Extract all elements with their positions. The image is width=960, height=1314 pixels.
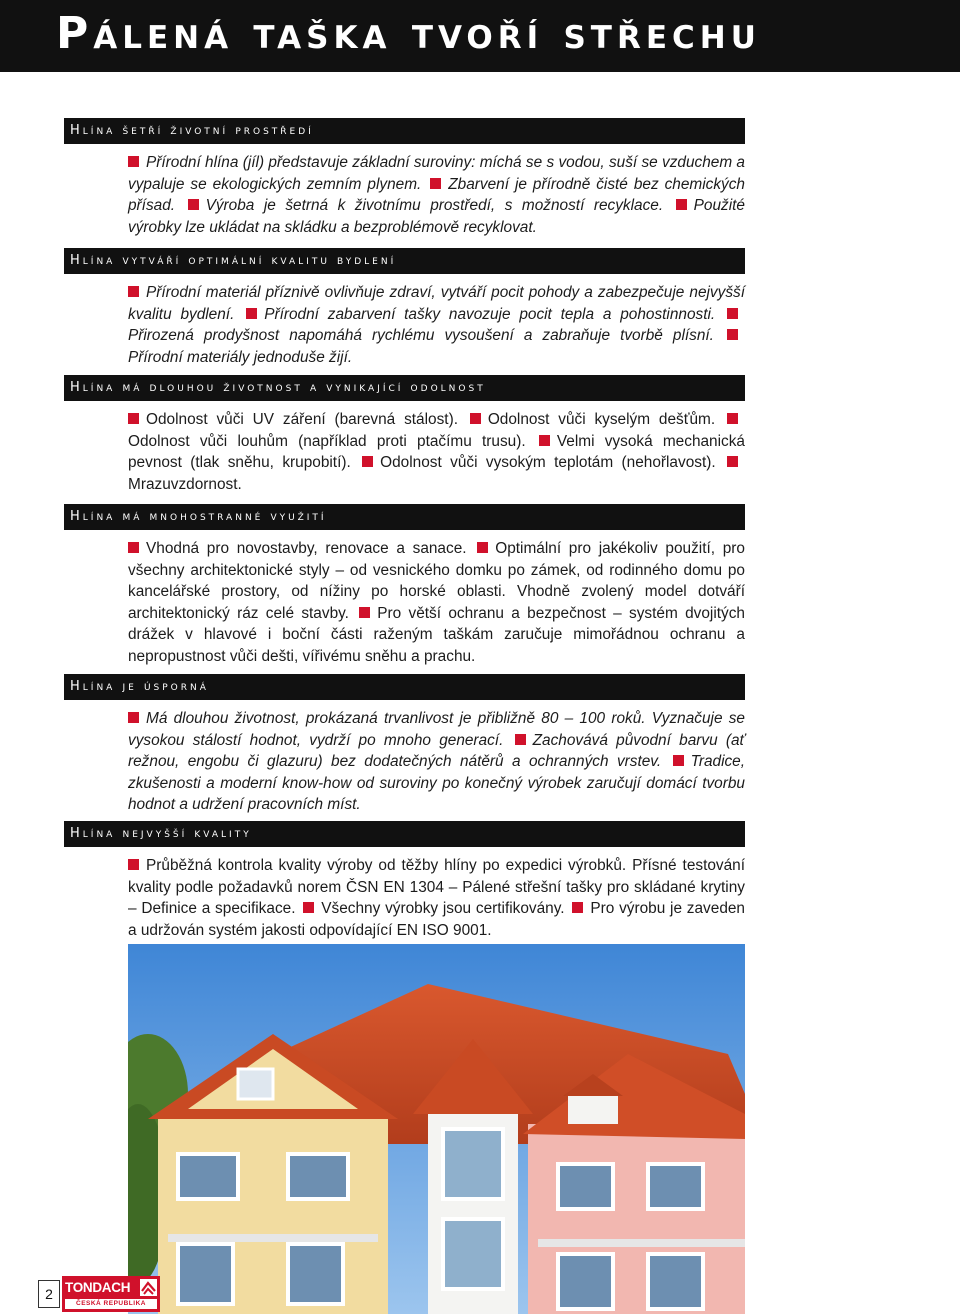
bullet-text: Použité výrobky lze ukládat na skládku a bezproblémově recyklovat. bbox=[128, 197, 745, 236]
section-body bbox=[128, 152, 745, 238]
page-number: 2 bbox=[38, 1280, 60, 1308]
bullet-square-icon bbox=[128, 712, 139, 723]
bullet-square-icon bbox=[572, 902, 583, 913]
bullet-text: Pro výrobu je zaveden a udržován systém jakosti odpovídající EN ISO 9001. bbox=[128, 900, 745, 939]
section-body bbox=[128, 708, 745, 816]
bullet-square-icon bbox=[727, 308, 738, 319]
bullet-square-icon bbox=[246, 308, 257, 319]
logo-name: TONDACH bbox=[65, 1280, 131, 1295]
bullet-text: Velmi vysoká mechanická pevnost (tlak sněhu, krupobití). bbox=[128, 432, 745, 472]
bullet-text: Pro větší ochranu a bezpečnost – systém dvojitých drážek v hlavové i boční části raženým taškám zaručuje mimořádnou ochranu a nepropustnost vůči dešti, vířivému sněhu a prachu. bbox=[128, 604, 745, 665]
bullet-square-icon bbox=[303, 902, 314, 913]
bullet-text: Má dlouhou životnost, prokázaná trvanlivost je přibližně 80 – 100 roků. Vyznačuje se vysokou stálostí hodnot, vydrží po mnoho generací. bbox=[128, 710, 745, 749]
house-illustration bbox=[128, 944, 745, 1314]
bullet-text: Přírodní zabarvení tašky navozuje pocit tepla a pohostinnosti. bbox=[264, 305, 716, 323]
section-heading: Hlína vytváří optimální kvalitu bydlení bbox=[64, 248, 745, 274]
bullet-square-icon bbox=[673, 755, 684, 766]
logo-subtitle: ČESKÁ REPUBLIKA bbox=[65, 1299, 157, 1309]
bullet-square-icon bbox=[676, 199, 687, 210]
bullet-square-icon bbox=[477, 542, 488, 553]
bullet-square-icon bbox=[128, 859, 139, 870]
section-body bbox=[128, 855, 745, 941]
bullet-square-icon bbox=[727, 413, 738, 424]
bullet-text: Optimální pro jakékoliv použití, pro všechny architektonické styly – od vesnického domku po zámek, od rodinného domu po kancelářské prostory, od nížiny po horské oblasti. Vhodně zvolený model dotváří architektonický ráz celé stavby. bbox=[128, 540, 745, 622]
section-economical bbox=[64, 674, 745, 816]
section-versatility bbox=[64, 504, 745, 668]
bullet-square-icon bbox=[128, 286, 139, 297]
section-heading: Hlína má dlouhou životnost a vynikající odolnost bbox=[64, 375, 745, 401]
bullet-text: Tradice, zkušenosti a moderní know-how od suroviny po konečný výrobek zaručují domácí tvorbu hodnot a udržení pracovních míst. bbox=[128, 753, 746, 814]
section-environment bbox=[64, 118, 745, 238]
section-body bbox=[128, 538, 745, 668]
bullet-square-icon bbox=[430, 178, 441, 189]
section-body bbox=[128, 409, 745, 495]
bullet-square-icon bbox=[128, 156, 139, 167]
bullet-square-icon bbox=[727, 456, 738, 467]
bullet-square-icon bbox=[515, 734, 526, 745]
bullet-text: Přírodní materiál příznivě ovlivňuje zdraví, vytváří pocit pohody a zabezpečuje nejvyšší kvalitu bydlení. bbox=[128, 284, 745, 323]
section-quality bbox=[64, 821, 745, 941]
page-title: Pálená taška tvoří střechu bbox=[56, 8, 761, 59]
bullet-text: Přirozená prodyšnost napomáhá rychlému vysoušení a zabraňuje tvorbě plísní. bbox=[128, 327, 714, 345]
section-heading: Hlína je úsporná bbox=[64, 674, 745, 700]
bullet-text: Průběžná kontrola kvality výroby od těžby hlíny po expedici výrobků. Přísné testování kvality podle požadavků norem ČSN EN 1304 – Pálené střešní tašky pro skládané krytiny – Definice a specifikace. bbox=[128, 857, 745, 918]
roof-tile-logo-icon bbox=[140, 1279, 157, 1296]
bullet-square-icon bbox=[188, 199, 199, 210]
tondach-logo bbox=[62, 1276, 160, 1312]
bullet-text: Výroba je šetrná k životnímu prostředí, s možností recyklace. bbox=[205, 197, 664, 215]
bullet-text: Přírodní hlína (jíl) představuje základní suroviny: míchá se s vodou, suší se vzduchem a vypaluje se ekologických zemním plynem. bbox=[128, 154, 745, 193]
section-heading: Hlína šetří životní prostředí bbox=[64, 118, 745, 144]
bullet-text: Mrazuvzdornost. bbox=[128, 475, 242, 493]
section-living-quality bbox=[64, 248, 745, 368]
bullet-text: Všechny výrobky jsou certifikovány. bbox=[321, 900, 565, 918]
bullet-square-icon bbox=[359, 607, 370, 618]
bullet-square-icon bbox=[128, 542, 139, 553]
section-body bbox=[128, 282, 745, 368]
bullet-square-icon bbox=[727, 329, 738, 340]
bullet-text: Odolnost vůči UV záření (barevná stálost). bbox=[146, 411, 458, 428]
bullet-square-icon bbox=[539, 435, 550, 446]
section-durability bbox=[64, 375, 745, 495]
bullet-text: Odolnost vůči vysokým teplotám (nehořlavost). bbox=[380, 454, 716, 472]
bullet-square-icon bbox=[470, 413, 481, 424]
bullet-text: Přírodní materiály jednoduše žijí. bbox=[128, 348, 353, 366]
section-heading: Hlína má mnohostranné využití bbox=[64, 504, 745, 530]
bullet-text: Zachovává původní barvu (ať režnou, engobu či glazuru) bez dodatečných nátěrů a ochranných vrstev. bbox=[128, 731, 745, 771]
bullet-square-icon bbox=[128, 413, 139, 424]
title-bar bbox=[0, 0, 960, 72]
bullet-text: Odolnost vůči louhům (například proti ptačímu trusu). bbox=[128, 432, 526, 450]
bullet-text: Vhodná pro novostavby, renovace a sanace. bbox=[146, 540, 467, 557]
section-heading: Hlína nejvyšší kvality bbox=[64, 821, 745, 847]
bullet-text: Zbarvení je přírodně čisté bez chemických přísad. bbox=[128, 175, 745, 215]
house-photo bbox=[128, 944, 745, 1314]
bullet-square-icon bbox=[362, 456, 373, 467]
bullet-text: Odolnost vůči kyselým dešťům. bbox=[487, 411, 716, 428]
